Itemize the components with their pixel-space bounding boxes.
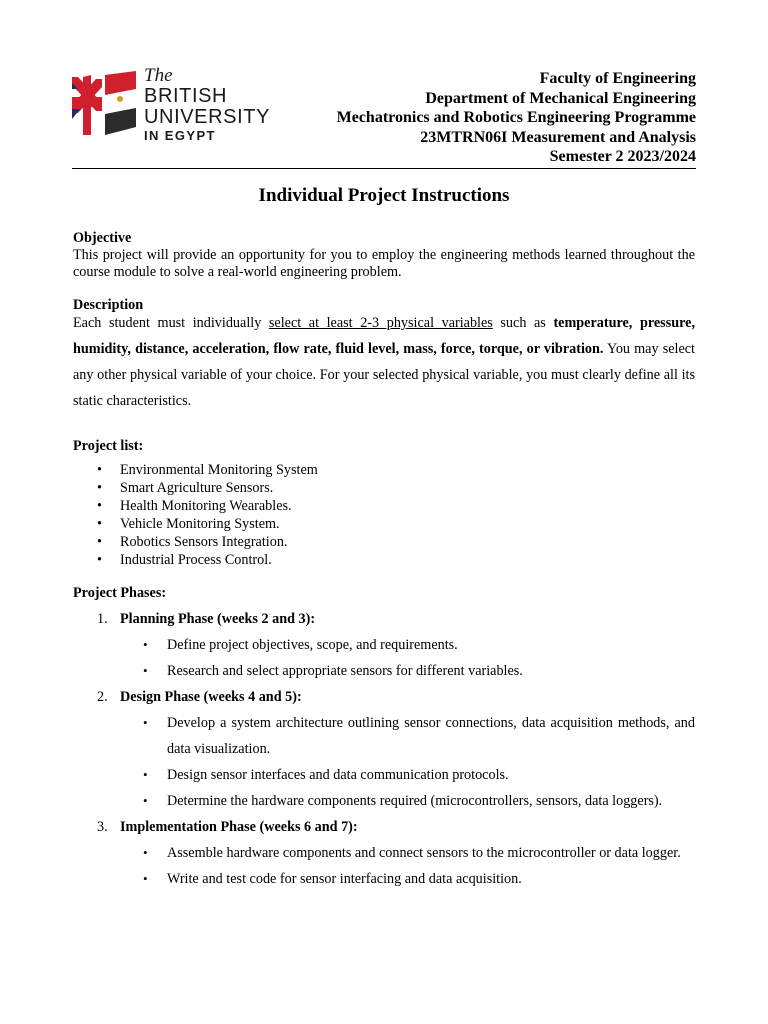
list-item: • Research and select appropriate sensors for different variables. <box>73 658 695 684</box>
project-list-heading: Project list: <box>73 438 144 454</box>
header-info <box>337 69 696 167</box>
document-header <box>72 64 696 168</box>
phase-design <box>73 684 695 814</box>
list-item: • Write and test code for sensor interfacing and data acquisition. <box>73 866 695 892</box>
header-divider <box>72 168 696 169</box>
description-part3: You may select any other physical variable of your choice. For your selected physical variable, you must clearly define all its static characteristics. <box>73 341 695 409</box>
list-item: • Determine the hardware components required (microcontrollers, sensors, data loggers). <box>73 788 695 814</box>
phase-number: 2. <box>97 689 108 705</box>
list-item: • Define project objectives, scope, and requirements. <box>73 632 695 658</box>
phase-title: Design Phase (weeks 4 and 5): <box>120 689 302 705</box>
phase-number: 1. <box>97 611 108 627</box>
list-item: • Vehicle Monitoring System. <box>73 515 695 533</box>
phase-title: Planning Phase (weeks 2 and 3): <box>120 611 316 627</box>
description-part2: such as <box>492 315 554 331</box>
semester-line: Semester 2 2023/2024 <box>549 148 696 165</box>
phases-heading: Project Phases: <box>73 585 167 601</box>
phase-points <box>73 840 695 892</box>
list-item: • Robotics Sensors Integration. <box>73 533 695 551</box>
description-text <box>73 310 695 414</box>
logo-the: The <box>144 65 173 86</box>
phase-number: 3. <box>97 819 108 835</box>
list-item: • Assemble hardware components and connect sensors to the microcontroller or data logger. <box>73 840 695 866</box>
objective-text: This project will provide an opportunity for you to employ the engineering methods learned throughout the course module to solve a real-world engineering problem. <box>73 247 695 280</box>
page-title: Individual Project Instructions <box>258 185 510 206</box>
project-list <box>73 461 695 569</box>
list-item: • Environmental Monitoring System <box>73 461 695 479</box>
faculty-line: Faculty of Engineering <box>539 70 696 87</box>
logo-university: UNIVERSITY <box>144 106 271 128</box>
phase-points <box>73 710 695 814</box>
logo-british: BRITISH <box>144 85 228 107</box>
document-body <box>73 230 695 892</box>
phase-implementation <box>73 814 695 892</box>
description-heading: Description <box>73 297 144 313</box>
phase-title: Implementation Phase (weeks 6 and 7): <box>120 819 358 835</box>
list-item: • Industrial Process Control. <box>73 551 695 569</box>
department-line: Department of Mechanical Engineering <box>425 89 696 107</box>
phase-heading <box>73 606 695 632</box>
description-part1: Each student must individually <box>73 315 269 331</box>
union-flag-quarter <box>72 71 102 135</box>
list-item: • Design sensor interfaces and data communication protocols. <box>73 762 695 788</box>
description-variables: temperature, pressure, humidity, distance, acceleration, flow rate, fluid level, mass, force, torque, or vibration. <box>73 315 695 357</box>
union-flag-emblem-icon <box>72 69 136 135</box>
phase-heading <box>73 814 695 840</box>
module-line: 23MTRN06I Measurement and Analysis <box>420 128 696 146</box>
list-item: • Health Monitoring Wearables. <box>73 497 695 515</box>
phases-list <box>73 606 695 892</box>
programme-line: Mechatronics and Robotics Engineering Programme <box>336 109 696 126</box>
phase-points <box>73 632 695 684</box>
logo-wordmark <box>144 66 270 142</box>
list-item: • Smart Agriculture Sensors. <box>73 479 695 497</box>
list-item: • Develop a system architecture outlining sensor connections, data acquisition methods, and data visualization. <box>73 710 695 762</box>
phase-heading <box>73 684 695 710</box>
logo-in-egypt: IN EGYPT <box>144 128 216 143</box>
university-logo <box>72 65 277 143</box>
description-underlined: select at least 2-3 physical variables <box>268 315 493 331</box>
phase-planning <box>73 606 695 684</box>
objective-heading: Objective <box>73 230 132 246</box>
